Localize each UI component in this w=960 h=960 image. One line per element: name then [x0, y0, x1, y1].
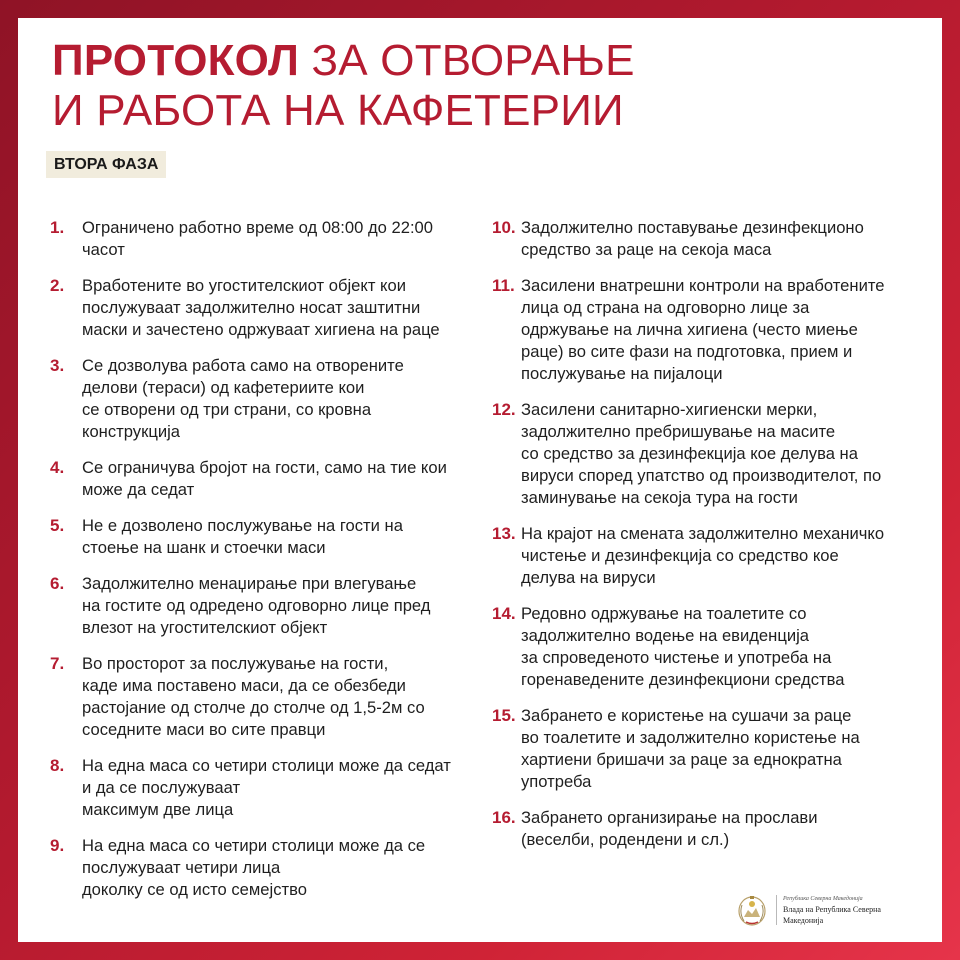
rule-item-2 [50, 275, 470, 341]
rule-number: 11. [492, 276, 515, 295]
rule-text: Забрането организирање на прослави (веселби, родендени и сл.) [521, 808, 818, 849]
rule-number: 15. [492, 706, 516, 725]
rule-text: Вработените во угостителскиот објект кои послужуваат задолжително носат заштитни маски и зачестено одржуваат хигиена на раце [82, 276, 440, 339]
content-card [18, 18, 942, 942]
title-rest: ЗА ОТВОРАЊЕ [299, 36, 635, 85]
coat-of-arms-icon [736, 893, 768, 927]
rule-item-12 [492, 399, 922, 509]
rule-text: На крајот на смената задолжително механичко чистење и дезинфекција со средство кое делува на вируси [521, 524, 885, 587]
rules-list-right [492, 217, 922, 865]
logo-country: Република Северна Македонија [782, 895, 863, 902]
rule-item-15 [492, 705, 922, 793]
rule-item-3 [50, 355, 470, 443]
rule-text: На една маса со четири столици може да се послужуваат четири лица доколку се од исто семејство [82, 836, 426, 899]
rule-text: Се ограничува бројот на гости, само на тие кои може да седат [82, 458, 447, 499]
rule-number: 2. [50, 276, 65, 295]
rule-text: Задолжително менаџирање при влегување на гостите од одредено одговорно лице пред влезот на угостителскиот објект [82, 574, 431, 637]
rule-item-13 [492, 523, 922, 589]
phase-badge: ВТОРА ФАЗА [46, 151, 166, 178]
rule-number: 8. [50, 756, 65, 775]
logo-government: Влада на Република Северна Македонија [782, 904, 881, 925]
rule-text: Редовно одржување на тоалетите со задолжително водење на евиденција за спроведеното чистење и употреба на горенаведените дезинфекциони средства [521, 604, 845, 689]
rule-number: 7. [50, 654, 65, 673]
rule-number: 9. [50, 836, 65, 855]
rule-text: На една маса со четири столици може да седат и да се послужуваат максимум две лица [82, 756, 451, 819]
rule-text: Засилени санитарно-хигиенски мерки, задолжително пребришување на масите со средство за дезинфекција кое делува на вируси според упатство од производителот, по заминување на секоја тура на гости [521, 400, 882, 507]
rule-number: 1. [50, 218, 65, 237]
rule-number: 5. [50, 516, 65, 535]
rule-number: 4. [50, 458, 65, 477]
page-title [52, 36, 635, 136]
rule-item-5 [50, 515, 470, 559]
rule-item-16 [492, 807, 922, 851]
rule-text: Се дозволува работа само на отворените делови (тераси) од кафетериите кои се отворени од три страни, со кровна конструкција [82, 356, 404, 441]
rule-item-7 [50, 653, 470, 741]
rule-number: 14. [492, 604, 516, 623]
rule-item-6 [50, 573, 470, 639]
rule-text: Во просторот за послужување на гости, каде има поставено маси, да се обезбеди растојание од столче до столче од 1,5-2м со соседните маси во сите правци [82, 654, 425, 739]
rule-item-14 [492, 603, 922, 691]
rule-text: Засилени внатрешни контроли на вработените лица од страна на одговорно лице за одржување на лична хигиена (често миење раце) во сите фази на подготовка, прием и послужување на пијалоци [521, 276, 885, 383]
title-bold: ПРОТОКОЛ [52, 36, 300, 85]
rules-list-left [50, 217, 470, 915]
rule-text: Задолжително поставување дезинфекционо средство за раце на секоја маса [521, 218, 864, 259]
government-logo [736, 892, 921, 928]
rule-number: 6. [50, 574, 65, 593]
rule-item-4 [50, 457, 470, 501]
rule-item-10 [492, 217, 922, 261]
title-line2: И РАБОТА НА КАФЕТЕРИИ [52, 86, 624, 135]
rule-number: 10. [492, 218, 516, 237]
rule-number: 3. [50, 356, 65, 375]
logo-divider [776, 895, 777, 925]
rule-text: Ограничено работно време од 08:00 до 22:00 часот [82, 218, 434, 259]
rule-item-11 [492, 275, 922, 385]
rule-text: Забрането е користење на сушачи за раце во тоалетите и задолжително користење на хартиени бришачи за раце за еднократна употреба [521, 706, 860, 791]
rule-number: 16. [492, 808, 516, 827]
rule-text: Не е дозволено послужување на гости на стоење на шанк и стоечки маси [82, 516, 403, 557]
rule-item-9 [50, 835, 470, 901]
rule-number: 13. [492, 524, 516, 543]
rule-number: 12. [492, 400, 516, 419]
rule-item-1 [50, 217, 470, 261]
rule-item-8 [50, 755, 470, 821]
logo-text [783, 895, 921, 926]
